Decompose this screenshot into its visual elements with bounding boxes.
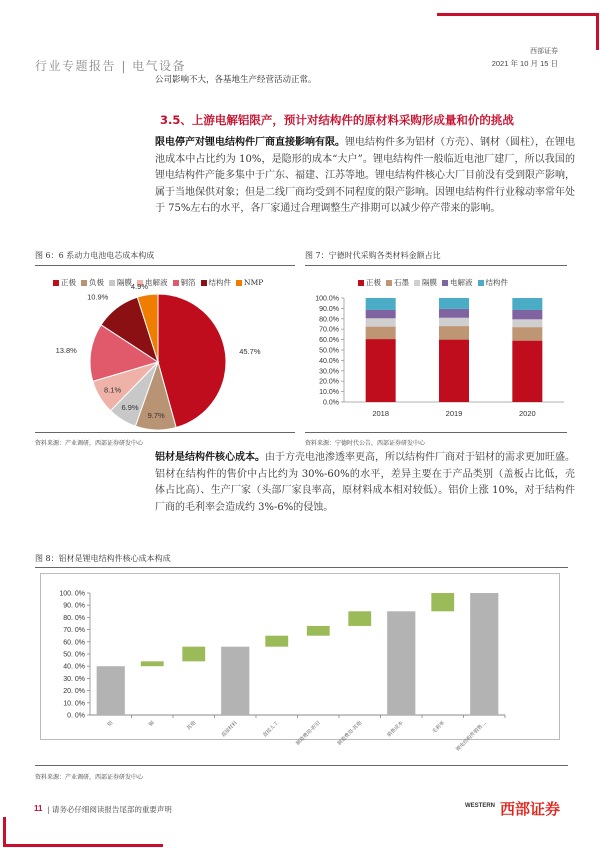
fig8-top-rule [35,567,568,568]
fig8-bottom-rule [35,765,568,766]
stacked-bar-segment [439,326,469,340]
fig7-source: 资料来源：宁德时代公告，西部证券研发中心 [305,440,426,447]
legend-item: NMP [236,278,263,287]
pie-data-label: 45.7% [239,346,261,356]
y-tick-label: 60.0% [319,337,339,345]
logo-western-en: WESTERN [465,803,495,809]
fig6-bottom-rule [35,432,295,433]
paragraph-2-body: 由于方壳电池渗透率更高，所以结构件厂商对于铝材的需求更加旺盛。铝材在结构件的售价中占比约为 30%-60%的水平，差异主要在于产品类别（盖板占比低，壳体占比高）、生产厂家（头部厂家良率高，原材料成本相对较低）。铝价上涨 10%，对于结构件厂商的毛利率会造成约 3%-6%的侵蚀。 [155,452,575,513]
pie-data-label: 9.7% [147,411,165,421]
y-tick-label: 100.0% [315,295,339,303]
stacked-bar-segment [439,340,469,402]
fig7-stacked-bar-chart [300,240,600,440]
company-name: 西部证券 [530,47,558,55]
stacked-bar-segment [512,319,542,327]
y-tick-label: 30.0% [319,368,339,376]
stacked-bar-segment [512,310,542,319]
x-tick-label: 2020 [518,409,536,418]
x-tick-label: 销售成本 [386,720,405,739]
x-tick-label: 2019 [445,409,463,418]
waterfall-bar [387,611,415,715]
stacked-bar-segment [366,298,396,310]
y-tick-label: 0.0% [323,399,339,407]
y-tick-label: 90. 0% [63,602,85,610]
y-tick-label: 0. 0% [67,712,85,720]
x-tick-label: 锂电结构件销售… [455,720,488,753]
legend-item: 结构件 [201,277,232,288]
x-tick-label: 铝 [106,720,115,728]
stacked-bar-segment [439,309,469,318]
pie-data-label: 6.9% [121,403,139,413]
y-tick-label: 20.0% [319,378,339,386]
x-tick-label: 制造费用-折旧 [295,720,322,747]
waterfall-bar [97,666,125,715]
waterfall-bar [348,611,371,626]
pie-data-label: 4.9% [130,282,148,291]
legend-item: 石墨 [386,277,409,288]
fig7-title: 图 7：宁德时代采购各类材料金额占比 [305,251,441,260]
y-tick-label: 90.0% [319,305,339,313]
stacked-bar-segment [439,318,469,326]
report-category-title: 行业专题报告 | 电气设备 [35,59,187,73]
y-tick-label: 70.0% [319,326,339,334]
legend-item: 电解液 [137,277,168,288]
stacked-bar-segment [512,298,542,310]
stacked-bar-segment [366,318,396,326]
waterfall-bar [265,636,288,647]
legend-item: 隔膜 [109,277,132,288]
decorative-corner-bottom-vertical [3,817,6,847]
pie-data-label: 10.9% [87,292,109,302]
paragraph-2 [155,450,575,516]
y-tick-label: 10.0% [319,389,339,397]
x-tick-label: 直接人工 [261,720,281,739]
waterfall-bar [182,647,205,662]
fig8-waterfall-chart [0,570,600,770]
y-tick-label: 20. 0% [63,688,85,696]
stacked-bar-segment [366,339,396,402]
paragraph-1-body: 锂电结构件多为铝材（方壳）、钢材（圆柱），在锂电池成本中占比约为 10%，是隐形的成本“大户”。锂电结构件一般临近电池厂建厂，所以我国的锂电结构件产能多集中于广东、福建、江苏等地。锂电结构件核心大厂目前没有受到限产影响，属于当地保供对象；但是二线厂商均受到不同程度的限产影响。因锂电结构件行业稼动率常年处于 75%左右的水平，各厂家通过合理调整生产排期可以减少停产带来的影响。 [155,137,575,214]
intro-text: 公司影响不大，各基地生产经营活动正常。 [155,75,317,85]
x-tick-label: 铜 [147,720,156,728]
x-tick-label: 毛利率 [431,720,447,736]
legend-item: 负极 [81,277,104,288]
legend-item: 结构件 [478,277,509,288]
y-tick-label: 60. 0% [63,639,85,647]
x-tick-label: 直接材料 [220,720,239,739]
legend-item: 铜箔 [173,277,196,288]
waterfall-bar [221,647,249,715]
fig6-pie-chart [0,240,300,440]
stacked-bar-segment [439,298,469,309]
paragraph-1 [155,135,575,218]
y-tick-label: 100. 0% [59,590,85,598]
paragraph-2-lead: 铝材是结构件核心成本。 [155,452,265,463]
y-tick-label: 40. 0% [63,663,85,671]
y-tick-label: 80.0% [319,316,339,324]
y-tick-label: 70. 0% [63,627,85,635]
waterfall-bar [431,593,454,611]
x-tick-label: 2018 [372,409,390,418]
y-tick-label: 80. 0% [63,614,85,622]
paragraph-1-lead: 限电停产对锂电结构件厂商直接影响有限。 [155,137,345,148]
page-number: 11 [34,804,43,813]
waterfall-bar [470,593,498,715]
report-date: 2021 年 10 月 15 日 [491,59,558,68]
y-tick-label: 50.0% [319,347,339,355]
x-tick-label: 制造费用-其他 [336,720,364,747]
fig7-bottom-rule [305,432,567,433]
y-tick-label: 40.0% [319,357,339,365]
decorative-corner-top-vertical [596,13,599,50]
legend-item: 隔膜 [414,277,437,288]
y-tick-label: 50. 0% [63,651,85,659]
pie-data-label: 13.8% [55,346,77,356]
stacked-bar-segment [512,327,542,341]
stacked-bar-segment [366,310,396,318]
section-title: 3.5、上游电解铝限产，预计对结构件的原材料采购形成量和价的挑战 [160,113,514,127]
legend-item: 正极 [53,277,76,288]
x-tick-label: 其他 [185,720,198,732]
fig8-title: 图 8：铝材是锂电结构件核心成本构成 [35,554,171,563]
y-tick-label: 10. 0% [63,700,85,708]
waterfall-bar [141,661,164,666]
stacked-bar-segment [512,341,542,402]
legend-item: 电解液 [442,277,473,288]
pie-data-label: 8.1% [104,385,122,395]
footer-disclaimer-text: 请务必仔细阅读报告尾部的重要声明 [51,805,172,814]
fig8-source: 资料来源：产业调研，西部证券研发中心 [35,774,144,781]
logo-western-cn: 西部证券 [500,800,561,818]
fig6-source: 资料来源：产业调研，西部证券研发中心 [35,440,144,447]
stacked-bar-segment [366,327,396,339]
waterfall-bar [307,626,330,636]
decorative-corner-top [437,13,599,16]
y-tick-label: 30. 0% [63,675,85,683]
footer-disclaimer: | 请务必仔细阅读报告尾部的重要声明 [47,805,172,814]
fig6-title: 图 6：6 系动力电池电芯成本构成 [35,251,155,260]
decorative-corner-bottom [3,844,163,847]
legend-item: 正极 [358,277,381,288]
